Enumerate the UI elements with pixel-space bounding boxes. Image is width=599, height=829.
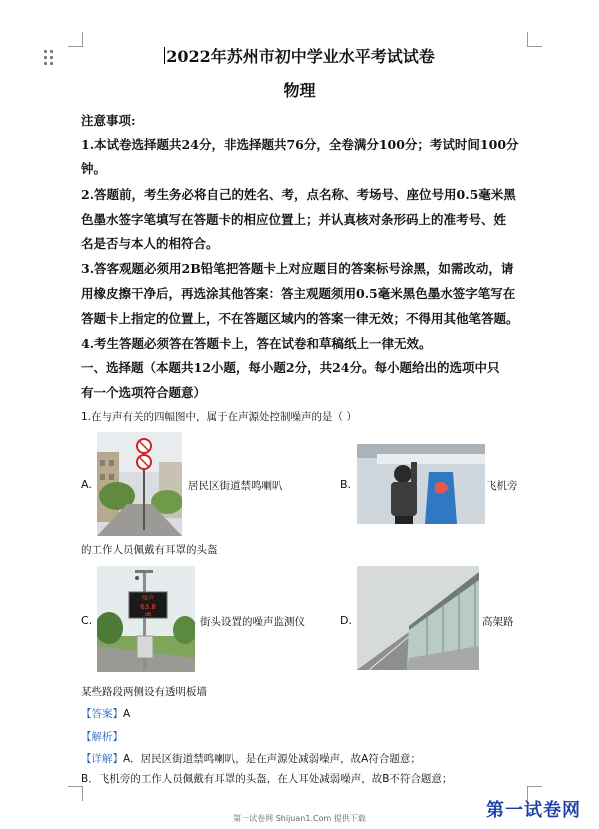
option-c-image [97,566,195,672]
option-a-letter: A. [81,478,92,491]
detail-line: B．飞机旁的工作人员佩戴有耳罩的头盔，在人耳处减弱噪声，故B不符合题意； [81,773,453,785]
note-line: 4.考生答题必须答在答题卡上，答在试卷和草稿纸上一律无效。 [81,336,432,351]
answer-line [81,706,130,721]
option-d-image [357,566,479,670]
analysis-label: 【解析】 [81,731,123,743]
monitor-display-unit: dB [144,612,152,618]
note-line: 钟。 [81,161,107,176]
subject-title: 物理 [283,81,316,100]
note-line: 2.答题前，考生务必将自己的姓名、考，点名称、考场号、座位号用0.5毫米黑 [81,187,516,202]
answer-value: A [123,708,131,720]
note-line: 名是否与本人的相符合。 [81,236,219,251]
detail-label: 【详解】 [81,753,123,765]
note-line: 答题卡上指定的位置上，不在答题区域内的答案一律无效；不得用其他笔答题。 [81,311,519,326]
option-c-letter: C. [81,614,93,627]
option-d-text: 高架路 [482,616,514,628]
option-a-image [97,432,182,536]
option-b-continuation: 的工作人员佩戴有耳罩的头盔 [81,544,218,556]
monitor-display-label: 噪声 [141,595,155,602]
option-b-letter: B. [340,478,352,491]
section-heading: 一、选择题（本题共12小题，每小题2分，共24分。每小题给出的选项中只 [81,360,500,375]
note-line: 色墨水签字笔填写在答题卡的相应位置上；并认真核对条形码上的准考号、姓 [81,212,507,227]
noise-monitor-photo [97,566,195,672]
section-heading: 有一个选项符合题意） [81,385,207,400]
option-a-text: 居民区街道禁鸣喇叭 [188,480,283,492]
note-line: 3.答客观题必须用2B铅笔把答题卡上对应题目的答案标号涂黑，如需改动，请 [81,261,514,276]
airport-worker-photo [357,444,485,524]
note-line: 用橡皮擦干净后，再选涂其他答案：答主观题须用0.5毫米黑色墨水签字笔写在 [81,286,516,301]
option-d-letter: D. [340,614,352,627]
street-no-horn-photo [97,432,182,536]
highway-barrier-photo [357,566,479,670]
detail-line: 【详解】A．居民区街道禁鸣喇叭，是在声源处减弱噪声，故A符合题意； [81,753,421,765]
notes-header: 注意事项: [81,113,136,128]
page-corner-mark [68,786,83,801]
answer-label: 【答案】 [81,708,123,720]
option-d-continuation: 某些路段两侧设有透明板墙 [81,686,207,698]
document-title: 2022年苏州市初中学业水平考试试卷 [166,47,435,66]
brand-watermark: 第一试卷网 [486,800,581,821]
option-b-image [357,444,485,524]
monitor-display-value: 63.8 [140,603,156,611]
page-footer: 第一试卷网 Shijuan1.Com 提供下载 [233,814,366,823]
option-b-text: 飞机旁 [486,480,518,492]
note-line: 1.本试卷选择题共24分，非选择题共76分，全卷满分100分；考试时间100分 [81,137,519,152]
option-c-text: 街头设置的噪声监测仪 [200,616,305,628]
question-stem: 1.在与声有关的四幅图中，属于在声源处控制噪声的是（ ） [81,411,357,423]
